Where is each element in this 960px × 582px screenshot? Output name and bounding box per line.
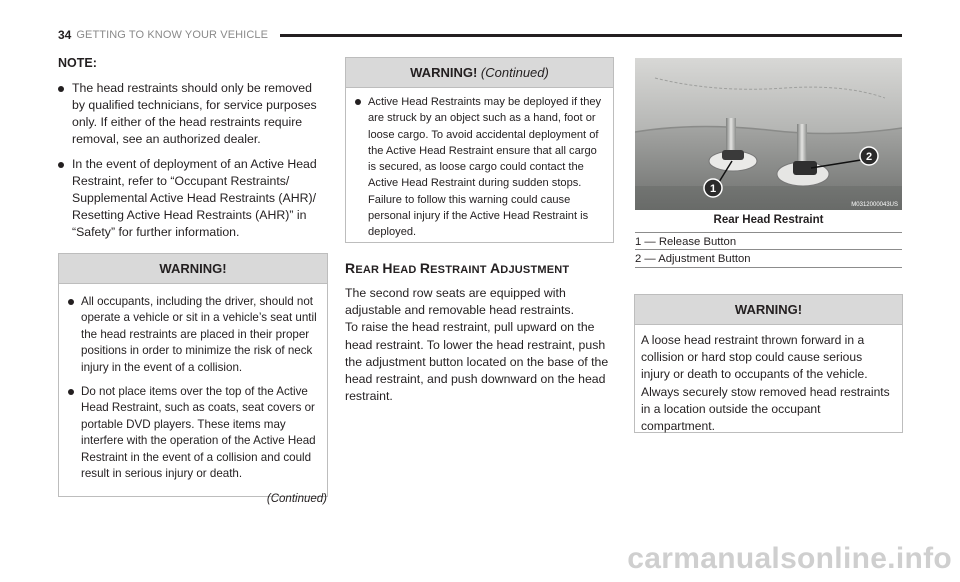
warning-bullet: All occupants, including the driver, should not operate a vehicle or sit in a vehicle’s seat until the head restraints are placed in their proper positions in order to minimize the risk of neck injury in the event of a collision. <box>68 294 319 376</box>
warning-body <box>59 284 327 496</box>
svg-text:2: 2 <box>865 151 873 163</box>
svg-text:1: 1 <box>709 183 717 195</box>
page-number: 34 <box>58 28 72 42</box>
note-bullet: The head restraints should only be removed by qualified technicians, for service purposes only. If either of the head restraints require removal, see an authorized dealer. <box>58 80 328 148</box>
note-bullet: In the event of deployment of an Active Head Restraint, refer to “Occupant Restraints/ Supplemental Active Head Restraints (AHR)/ Resetting Active Head Restraints (AHR)” in “Safety” for further information. <box>58 156 328 241</box>
header-rule <box>280 34 902 37</box>
body-paragraph: The second row seats are equipped with adjustable and removable head restraints. <box>345 286 574 318</box>
note-label: NOTE: <box>58 56 97 70</box>
legend-item: 1 — Release Button <box>635 232 902 250</box>
warning-title: WARNING! <box>59 254 327 284</box>
note-section <box>58 55 328 249</box>
warning-box <box>634 294 903 433</box>
warning-body <box>635 325 902 441</box>
warning-box <box>58 253 328 497</box>
warning-continued-box <box>345 57 614 243</box>
warning-continued-title: WARNING! (Continued) <box>346 58 613 88</box>
continued-label: (Continued) <box>266 493 327 505</box>
figure-caption: Rear Head Restraint <box>713 214 824 226</box>
body-paragraph: To raise the head restraint, pull upward on the head restraint. To lower the head restraint, push the adjustment button located on the base of the head restraint, and push downward on the head restraint. <box>345 320 609 404</box>
warning-bullet: Do not place items over the top of the Active Head Restraint, such as coats, seat covers or portable DVD players. These items may interfere with the operation of the Active Head Restraint in the event of a collision and could result in serious injury or death. <box>68 384 319 482</box>
warning-title: WARNING! <box>635 295 902 325</box>
legend-item: 2 — Adjustment Button <box>635 250 902 268</box>
figure-legend <box>635 232 902 268</box>
section-heading: REAR HEAD RESTRAINT ADJUSTMENT <box>345 260 570 276</box>
running-head: GETTING TO KNOW YOUR VEHICLE <box>76 29 269 41</box>
section-body <box>345 285 617 405</box>
warning-bullet: Active Head Restraints may be deployed if they are struck by an object such as a hand, foot or loose cargo. To avoid accidental deployment of the Active Head Restraint ensure that all cargo is secured, as loose cargo could contact the Active Head Restraint during sudden stops. Failure to follow this warning could cause personal injury if the Active Head Restraint is deployed. <box>355 94 605 241</box>
image-code: M0312000043US <box>851 202 898 208</box>
warning-text: A loose head restraint thrown forward in a collision or hard stop could cause serious injury or death to occupants of the vehicle. Always securely stow removed head restraints in a location outside the occupant compartment. <box>641 333 890 434</box>
warning-continued-body <box>346 88 613 255</box>
page-header <box>58 27 902 43</box>
watermark: carmanualsonline.info <box>627 542 952 575</box>
rear-head-restraint-photo <box>635 58 902 210</box>
